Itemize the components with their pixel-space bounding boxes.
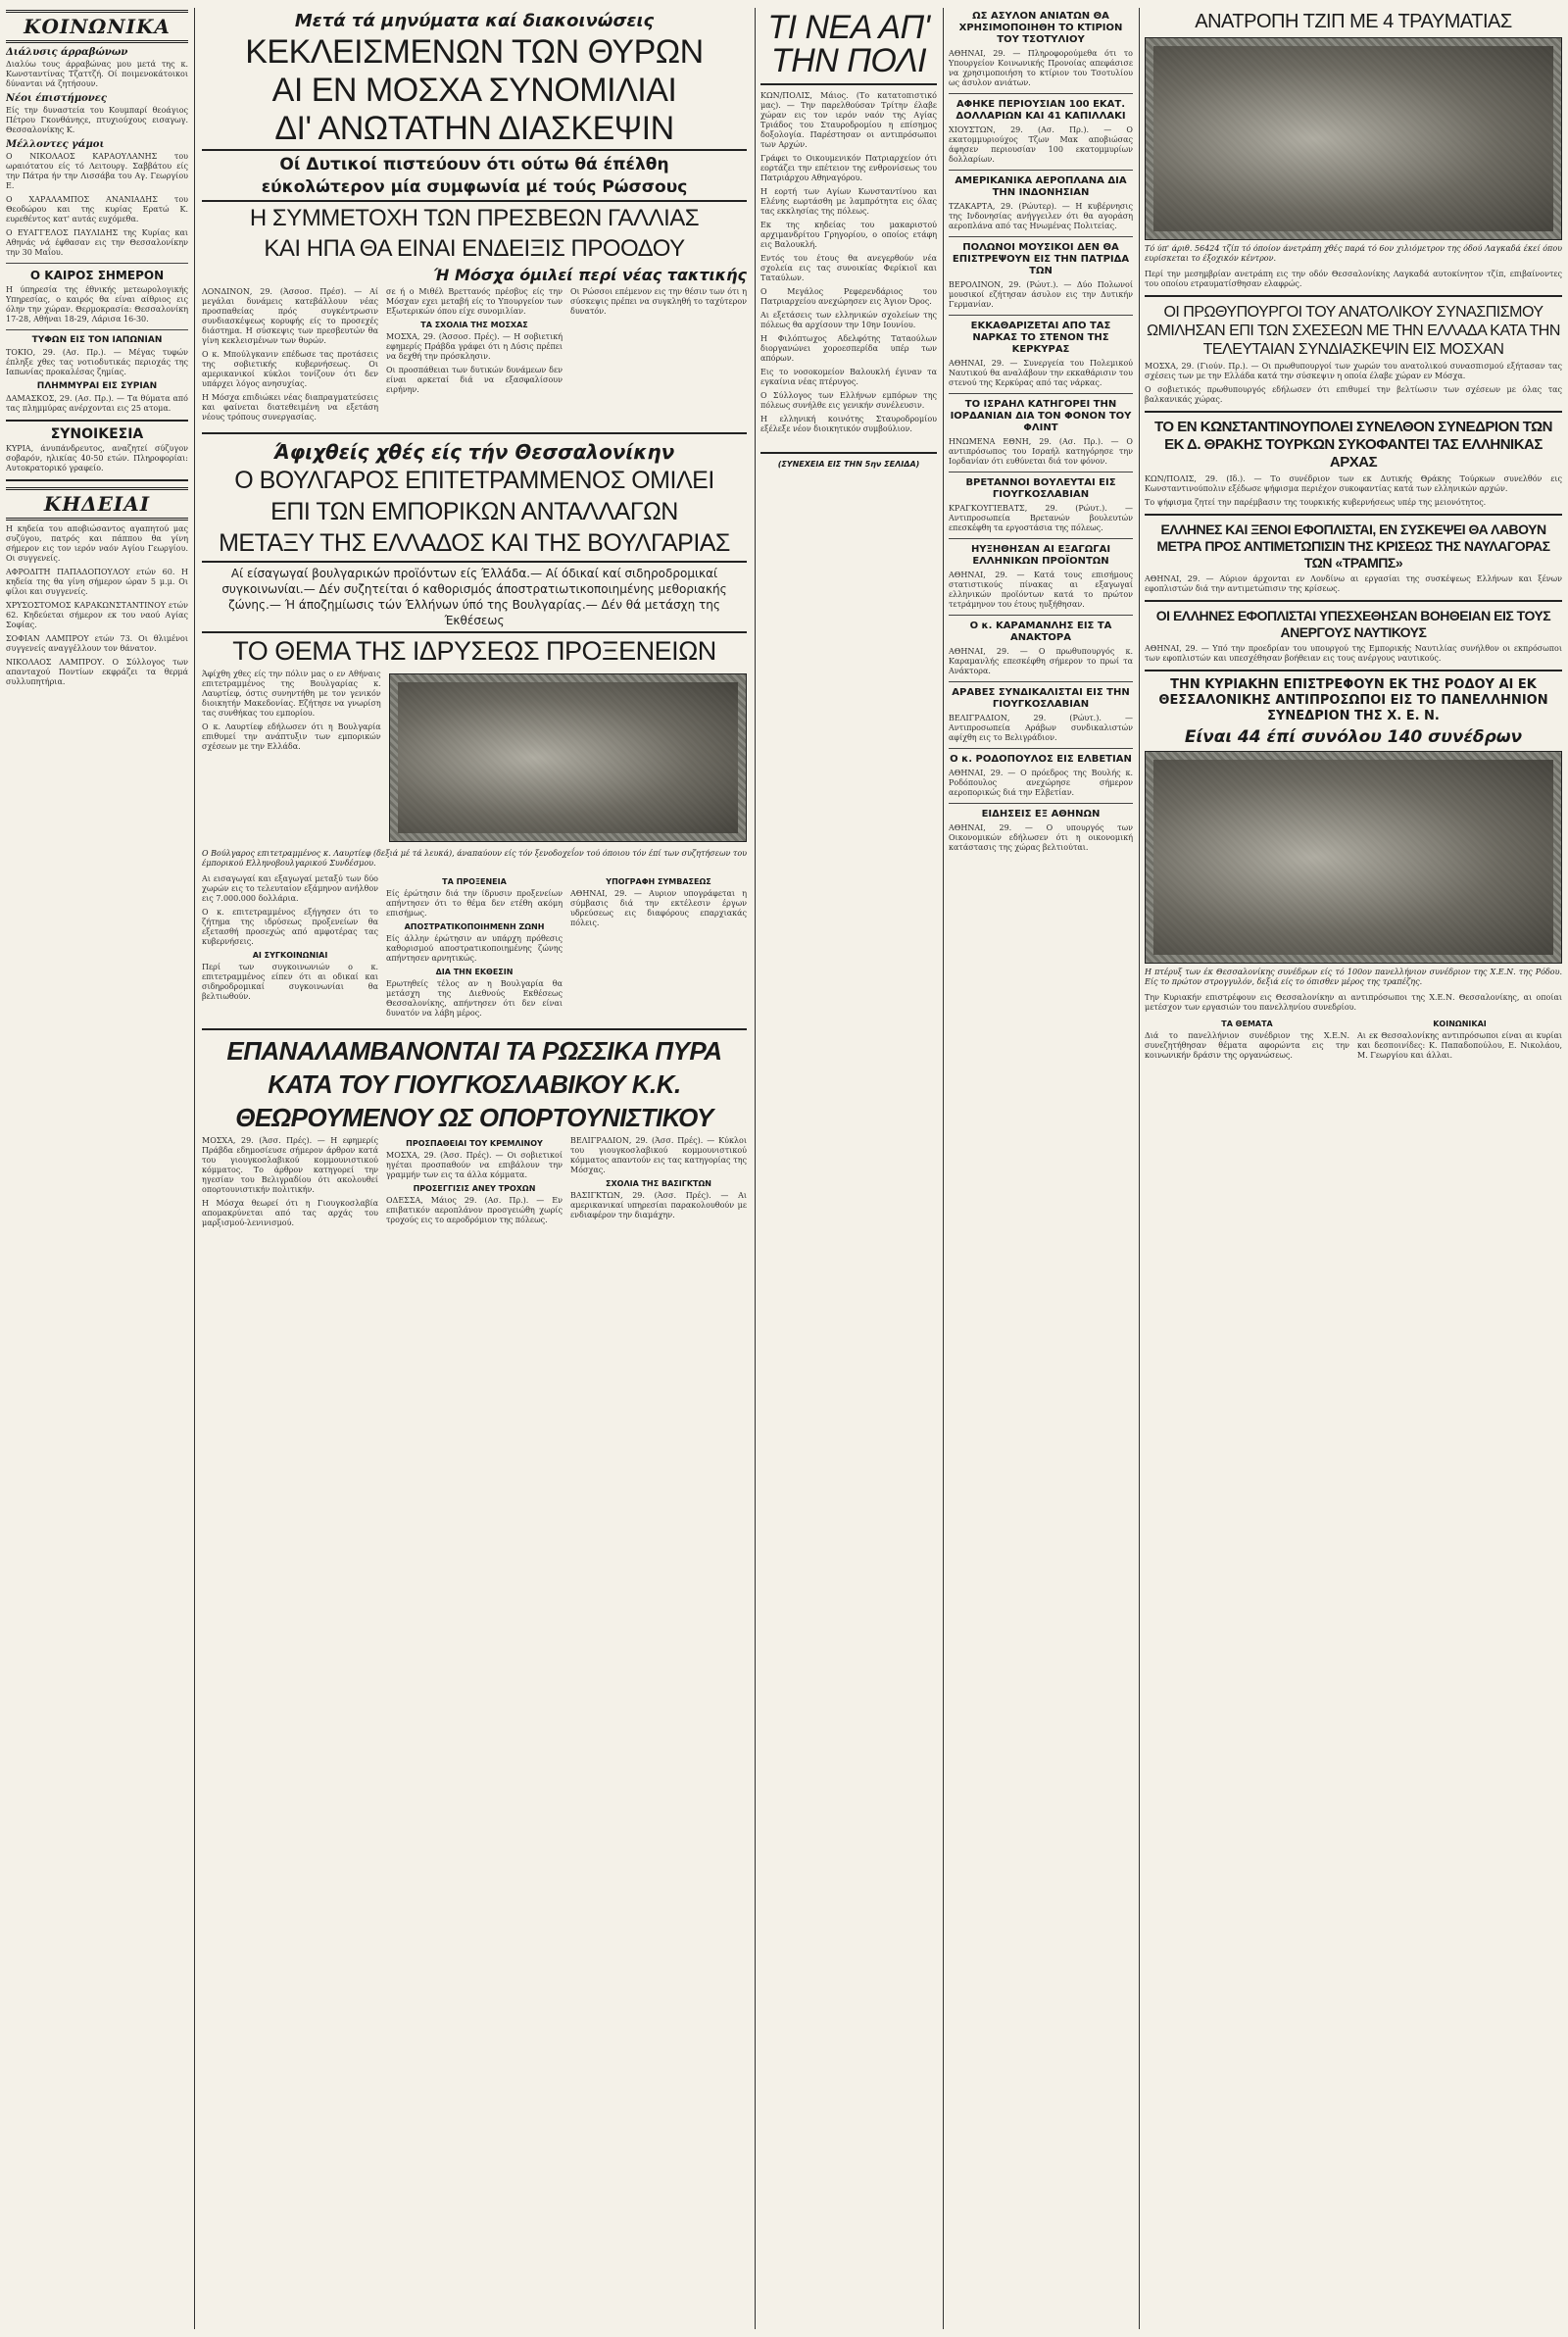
article-body: Η κηδεία του αποβιώσαντος αγαπητού μας συζύγου, πατρός και πάππου θα γίνη σήμερον εις τον ιερόν ναόν Αγίου Γεωργίου. Οι συγγενείς. <box>6 524 188 563</box>
headline: ΚΑΤΑ ΤΟΥ ΓΙΟΥΓΚΟΣΛΑΒΙΚΟΥ Κ.Κ. <box>268 1069 681 1099</box>
article-body: Οι Ρώσσοι επέμενον εις την θέσιν των ότι η σύσκεψις πρέπει να συγκληθή το ταχύτερον δυνατόν. <box>570 287 747 316</box>
article-heading: ΤΑ ΠΡΟΞΕΝΕΙΑ <box>442 877 507 886</box>
article-heading: ΑΦΗΚΕ ΠΕΡΙΟΥΣΙΑΝ 100 ΕΚΑΤ. ΔΟΛΛΑΡΙΩΝ ΚΑΙ 41 ΚΑΠΙΛΛΑΚΙ <box>956 99 1126 122</box>
article-heading: Νέοι έπιστήμονες <box>6 93 107 104</box>
photo-caption: Η πτέρυξ των έκ Θεσσαλονίκης συνέδρων είς τό 100ον πανελλήνιον συνέδριον της Χ.Ε.Ν. της Ρόδου. Είς το πρώτον στρογγυλόν, δεξιά είς το όπισθεν μέρος της τραπέζης. <box>1145 968 1562 986</box>
headline: ΜΕΤΑΞΥ ΤΗΣ ΕΛΛΑΔΟΣ ΚΑΙ ΤΗΣ ΒΟΥΛΓΑΡΙΑΣ <box>219 529 730 557</box>
article-heading: ΕΚΚΑΘΑΡΙΖΕΤΑΙ ΑΠΟ ΤΑΣ ΝΑΡΚΑΣ ΤΟ ΣΤΕΝΟΝ ΤΗΣ ΚΕΡΚΥΡΑΣ <box>970 321 1111 355</box>
article-body: ΒΕΛΙΓΡΑΔΙΟΝ, 29. (Άσσ. Πρές). — Κύκλοι του γιουγκοσλαβικού κομμουνιστικού κόμματος απαντούν εις τας κατηγορίας της Μόσχας. <box>570 1136 747 1174</box>
photo-bulgarian-envoy <box>389 673 747 842</box>
photo-caption: Ο Βούλγαρος επιτετραμμένος κ. Λαυρτίεφ (δεξιά μέ τά λευκά), άναπαύουν είς τόν ξενοδοχεΐον τού όποιου τόν έπί των συζητήσεων του έμπορικού Ελληνοβουλγαρικού Συνδέσμου. <box>202 849 747 868</box>
column-rule <box>194 8 195 2329</box>
article-body: Ο Μεγάλος Ρεφερενδάριος του Πατριαρχείου ανεχώρησεν εις Άγιον Όρος. <box>760 287 937 306</box>
article-body: Εντός του έτους θα ανεγερθούν νέα σχολεία εις τας συνοικίας Φερίκιοϊ και Ταταύλων. <box>760 254 937 282</box>
kicker: Άφιχθείς χθές είς τήν Θεσσαλονίκην <box>273 440 675 464</box>
article-body: Περί την μεσημβρίαν ανετράπη εις την οδόν Θεσσαλονίκης Λαγκαδά αυτοκίνητον τζίπ, επιβαίνοντες του οποίου ετραυματίσθησαν ελαφρώς. <box>1145 270 1562 288</box>
column-social <box>6 8 188 2329</box>
article-body: ΗΝΩΜΕΝΑ ΕΘΝΗ, 29. (Ασ. Πρ.). — Ο αντιπρόσωπος του Ισραήλ κατηγόρησε την Ιορδανίαν ότι ευθύνεται διά τον φόνον. <box>949 437 1133 466</box>
divider <box>6 479 188 481</box>
article-body: Αι εισαγωγαί και εξαγωγαί μεταξύ των δύο χωρών εις το τελευταίον εξάμηνον ανήλθον εις 7.000.000 δολλάρια. <box>202 874 378 903</box>
headline: ΤΙ ΝΕΑ ΑΠ' ΤΗΝ ΠΟΛΙ <box>767 9 930 79</box>
article-heading: ΕΙΔΗΣΕΙΣ ΕΞ ΑΘΗΝΩΝ <box>981 809 1101 820</box>
column-briefs <box>949 8 1133 2329</box>
article-body: Γράφει το Οικουμενικόν Πατριαρχείον ότι εορτάζει την επέτειον της ενθρονίσεως του Πατριάρχου Αθηναγόρου. <box>760 154 937 182</box>
divider <box>760 83 937 85</box>
article-body: Την Κυριακήν επιστρέφουν εις Θεσσαλονίκην αι αντιπρόσωποι της Χ.Ε.Ν. Θεσσαλονίκης, αι οποίαι μετέσχον των εργασιών του πανελληνίου συνεδρίου. <box>1145 993 1562 1012</box>
article-body: Ο ΕΥΑΓΓΕΛΟΣ ΠΑΥΛΙΔΗΣ της Κυρίας και Αθηνάς νά έφθασαν εις την Θεσσαλονίκην την 30 Μαΐου. <box>6 228 188 257</box>
headline: ΘΕΩΡΟΥΜΕΝΟΥ ΩΣ ΟΠΟΡΤΟΥΝΙΣΤΙΚΟΥ <box>235 1103 713 1132</box>
article-heading: ΤΥΦΩΝ ΕΙΣ ΤΟΝ ΙΑΠΩΝΙΑΝ <box>31 335 163 345</box>
article-body: ΑΘΗΝΑΙ, 29. — Αυριον υπογράφεται η σύμβασις διά την εκτέλεσιν έργων υδρεύσεως εις διαφόρους επαρχιακάς πόλεις. <box>570 889 747 927</box>
divider <box>6 420 188 422</box>
article-body: ΤΟΚΙΟ, 29. (Ασ. Πρ.). — Μέγας τυφών έπληξε χθες τας νοτιοδυτικάς περιοχάς της Ιαπωνίας προκαλέσας ζημίας. <box>6 348 188 376</box>
article-body: Αι εκ Θεσσαλονίκης αντιπρόσωποι είναι αι κυρίαι και δεσποινίδες: Κ. Παπαδοπούλου, Ε. Νικολάου, Μ. Γεωργίου και άλλαι. <box>1357 1031 1562 1060</box>
article-body: Αι εξετάσεις των ελληνικών σχολείων της πόλεως θα αρχίσουν την 10ην Ιουνίου. <box>760 311 937 329</box>
article-columns <box>202 287 747 426</box>
article-body: ΒΑΣΙΓΚΤΩΝ, 29. (Άσσ. Πρές). — Αι αμερικανικαί υπηρεσίαι παρακολουθούν με ενδιαφέρον την διαμάχην. <box>570 1191 747 1219</box>
headline: ΟΙ ΠΡΩΘΥΠΟΥΡΓΟΙ ΤΟΥ ΑΝΑΤΟΛΙΚΟΥ ΣΥΝΑΣΠΙΣΜΟΥ ΩΜΙΛΗΣΑΝ ΕΠΙ ΤΩΝ ΣΧΕΣΕΩΝ ΜΕ ΤΗΝ ΕΛΛΑΔΑ ΚΑΤΑ ΤΗΝ ΤΕΛΕΥΤΑΙΑΝ ΣΥΝΔΙΑΣΚΕΨΙΝ ΕΙΣ ΜΟΣΧΑΝ <box>1147 304 1560 358</box>
divider <box>1145 295 1562 297</box>
article-heading: ΤΑ ΘΕΜΑΤΑ <box>1221 1019 1273 1028</box>
photo-delegates <box>1145 751 1562 964</box>
headline: ΕΠΙ ΤΩΝ ΕΜΠΟΡΙΚΩΝ ΑΝΤΑΛΛΑΓΩΝ <box>270 498 678 525</box>
article-heading: ΤΟ ΙΣΡΑΗΛ ΚΑΤΗΓΟΡΕΙ ΤΗΝ ΙΟΡΔΑΝΙΑΝ ΔΙΑ ΤΟΝ ΦΟΝΟΝ ΤΟΥ ΦΛΙΝΤ <box>950 399 1132 433</box>
article-body: ΛΟΝΔΙΝΟΝ, 29. (Άσσοσ. Πρέσ). — Αί μεγάλαι δυνάμεις κατεβάλλουν νέας προσπαθείας πρός συγκέντρωσιν συνδιασκέψεως κορυφής είς το προσεχές διάστημα. Η σύσκεψις των πρεσβευτών θα γίνη κεκλεισμένων των θυρών. <box>202 287 378 345</box>
article-heading: ΒΡΕΤΑΝΝΟΙ ΒΟΥΛΕΥΤΑΙ ΕΙΣ ΓΙΟΥΓΚΟΣΛΑΒΙΑΝ <box>965 477 1116 500</box>
article-heading: ΩΣ ΑΣΥΛΟΝ ΑΝΙΑΤΩΝ ΘΑ ΧΡΗΣΙΜΟΠΟΙΗΘΗ ΤΟ ΚΤΙΡΙΟΝ ΤΟΥ ΤΣΟΤΥΛΙΟΥ <box>958 11 1123 45</box>
article-body: ΔΑΜΑΣΚΟΣ, 29. (Ασ. Πρ.). — Τα θύματα από τας πλημμύρας ανέρχονται εις 25 ατομα. <box>6 394 188 413</box>
photo-caption: Τό ύπ' άριθ. 56424 τζίπ τό όποίον άνετράπη χθές παρά τό 6ον χιλιόμετρον της όδού Λαγκαδά έκεί όπου ευρίσκεται το έξοχικόν κέντρον. <box>1145 244 1562 263</box>
divider <box>1145 411 1562 413</box>
article-heading: ΑΜΕΡΙΚΑΝΙΚΑ ΑΕΡΟΠΛΑΝΑ ΔΙΑ ΤΗΝ ΙΝΔΟΝΗΣΙΑΝ <box>955 175 1127 198</box>
article-body: Οι προσπάθειαι των δυτικών δυνάμεων δεν είναι αρκεταί διά να εξασφαλίσουν ειρήνην. <box>386 366 563 394</box>
column-main <box>202 8 747 2329</box>
column-rule <box>755 8 756 2329</box>
divider <box>949 393 1133 394</box>
headline: ΚΑΙ ΗΠΑ ΘΑ ΕΙΝΑΙ ΕΝΔΕΙΞΙΣ ΠΡΟΟΔΟΥ <box>264 235 685 262</box>
article-body: ΚΥΡΙΑ, άνυπάνδρευτος, αναζητεί σύζυγον σοβαρόν, ηλικίας 40-50 ετών. Πληροφορίαι: Αυτοκρατορικό γραφείο. <box>6 444 188 472</box>
article-body: Ο κ. Λαυρτίεφ εδήλωσεν ότι η Βουλγαρία επιθυμεί την ανάπτυξιν των εμπορικών σχέσεων με την Ελλάδα. <box>202 722 381 751</box>
column-city-news <box>760 8 937 2329</box>
divider <box>202 1028 747 1030</box>
article-body: Η εορτή των Αγίων Κωνσταντίνου και Ελένης εωρτάσθη με λαμπρότητα εις όλας τας εκκλησίας της πόλεως. <box>760 187 937 216</box>
divider <box>949 315 1133 316</box>
subheadline: εύκολώτερον μία συμφωνία μέ τούς Ρώσσους <box>261 177 688 197</box>
divider <box>6 329 188 330</box>
headline: ΤΗΝ ΚΥΡΙΑΚΗΝ ΕΠΙΣΤΡΕΦΟΥΝ ΕΚ ΤΗΣ ΡΟΔΟΥ ΑΙ ΕΚ ΘΕΣΣΑΛΟΝΙΚΗΣ ΑΝΤΙΠΡΟΣΩΠΟΙ ΕΙΣ ΤΟ ΠΑΝΕΛΛΗΝΙΟΝ ΣΥΝΕΔΡΙΟΝ ΤΗΣ Χ. Ε. Ν. <box>1158 677 1548 723</box>
article-body: Η ελληνική κοινότης Σταυροδρομίου εξέλεξε νέον διοικητικόν συμβούλιον. <box>760 415 937 433</box>
article-heading: ΠΡΟΣΕΓΓΙΣΙΣ ΑΝΕΥ ΤΡΟΧΩΝ <box>413 1184 536 1193</box>
article-body: σε ή ο Μιθέλ Βρεττανός πρέσβυς είς την Μόσχαν εχει μεταβή είς το Υπουργείον των Εξωτερικών όπου είχε συνομιλίαν. <box>386 287 563 316</box>
headline: ΚΕΚΛΕΙΣΜΕΝΩΝ ΤΩΝ ΘΥΡΩΝ <box>245 33 704 71</box>
article-body: Η ύπηρεσία της έθνικής μετεωρολογικής Υπηρεσίας, ο καιρός θα είναι αίθριος εις όλην την χώραν. Θερμοκρασία: Θεσσαλονίκη 17-28, Αθήναι 18-29, Λάρισα 16-30. <box>6 285 188 323</box>
article-body: ΚΡΑΓΚΟΥΓΙΕΒΑΤΣ, 29. (Ρώυτ.). — Αντιπροσωπεία Βρετανών βουλευτών επεσκέφθη τα εργοστάσια της πόλεως. <box>949 504 1133 532</box>
article-body: Η Μόσχα επιδιώκει νέας διαπραγματεύσεις και φαίνεται διατεθειμένη να εξετάση νέους τρόπους συνεργασίας. <box>202 393 378 422</box>
section-masthead: ΣΥΝΟΙΚΕΣΙΑ <box>50 426 144 442</box>
article-body: Εις το νοσοκομείον Βαλουκλή έγιναν τα εγκαίνια νέας πτέρυγος. <box>760 368 937 386</box>
article-body: Ο ΝΙΚΟΛΑΟΣ ΚΑΡΑΟΥΛΑΝΗΣ του ωραιότατου είς τό Λειτουργ. Σαββάτου είς την Πάτρα ήν την Λισσάβα του Αγ. Γεωργίου Ε. <box>6 152 188 190</box>
article-body: ΜΟΣΧΑ, 29. (Γιούν. Πρ.). — Οι πρωθυπουργοί των χωρών του ανατολικού συνασπισμού εξήτασαν τας σχέσεις των με την Ελλάδα κατά την σύσκεψιν η οποία έλαβε χώραν εν Μόσχα. <box>1145 362 1562 380</box>
article-body: ΑΘΗΝΑΙ, 29. — Κατά τους επισήμους στατιστικούς πίνακας αι εξαγωγαί ελληνικών προϊόντων κατά το πρώτον τετράμηνον του έτους ηυξήθησαν. <box>949 571 1133 609</box>
article-heading: ΔΙΑ ΤΗΝ ΕΚΘΕΣΙΝ <box>435 968 514 976</box>
article-body: Άφίχθη χθες είς την πόλιν μας ο εν Αθήναις επιτετραμμένος της Βουλγαρίας κ. Λαυρτίεφ, όστις συνηντήθη με τον γενικόν διοικητήν Μακεδονίας. Εζήτησε να γνωρίση τας συνθήκας του εμπορίου. <box>202 670 381 718</box>
article-heading: ΤΑ ΣΧΟΛΙΑ ΤΗΣ ΜΟΣΧΑΣ <box>420 321 528 329</box>
article-body: ΑΘΗΝΑΙ, 29. — Πληροφορούμεθα ότι το Υπουργείον Κοινωνικής Προνοίας απεφάσισε να χρησιμοποιήση το κτίριον του Τσοτυλίου ως άσυλον ανιάτων. <box>949 49 1133 87</box>
section-masthead: ΚΗΔΕΙΑΙ <box>6 487 188 521</box>
article-body: ΒΕΡΟΛΙΝΟΝ, 29. (Ρώυτ.). — Δύο Πολωνοί μουσικοί εζήτησαν άσυλον εις την Δυτικήν Γερμανίαν. <box>949 280 1133 309</box>
article-body: Είς την δυναστεία του Κουμπαρί θεοάγιος Πέτρου Γκονθάνηςε, πτυχιούχους εισαγωγ. Θεσσαλονίκης Κ. <box>6 106 188 134</box>
headline: ΟΙ ΕΛΛΗΝΕΣ ΕΦΟΠΛΙΣΤΑΙ ΥΠΕΣΧΕΘΗΣΑΝ ΒΟΗΘΕΙΑΝ ΕΙΣ ΤΟΥΣ ΑΝΕΡΓΟΥΣ ΝΑΥΤΙΚΟΥΣ <box>1155 608 1551 640</box>
article-body: ΑΘΗΝΑΙ, 29. — Ο πρωθυπουργός κ. Καραμανλής επεσκέφθη σήμερον το πρωί τα Ανάκτορα. <box>949 647 1133 675</box>
article-body: ΑΘΗΝΑΙ, 29. — Ο υπουργός των Οικονομικών εδήλωσεν ότι η οικονομική κατάστασις της χώρας βελτιούται. <box>949 823 1133 852</box>
article-body: ΑΘΗΝΑΙ, 29. — Συνεργεία του Πολεμικού Ναυτικού θα αναλάβουν την εκκαθάρισιν του στενού της Κερκύρας από τας νάρκας. <box>949 359 1133 387</box>
article-body: Διά το πανελλήνιον συνέδριον της Χ.Ε.Ν. συνεζητήθησαν θέματα αφορώντα εις την κοινωνικήν δράσιν της οργανώσεως. <box>1145 1031 1349 1060</box>
article-body: ΧΙΟΥΣΤΩΝ, 29. (Ασ. Πρ.). — Ο εκατομμυριούχος Τζων Μακ αποβιώσας άφησεν περιουσίαν 100 εκατομμυρίων δολλαρίων. <box>949 125 1133 164</box>
article-heading: ΗΥΞΗΘΗΣΑΝ ΑΙ ΕΞΑΓΩΓΑΙ ΕΛΛΗΝΙΚΩΝ ΠΡΟΪΟΝΤΩΝ <box>970 544 1111 567</box>
subheadline: Αί είσαγωγαί βουλγαρικών προϊόντων είς Έλλάδα.— Αί όδικαί καί σιδηροδρομικαί συγκοινωνίαι.— Δέν συζητείται ό καθορισμός άποστρατιωτικοποιημένης μεθοριακής ζώνης.— Ή άποζημίωσις τών Έλλήνων ύπό της Βουλγαρίας.— Δέν θά μετάσχη της Έκθέσεως <box>202 561 747 633</box>
divider <box>949 748 1133 749</box>
article-heading: ΑΡΑΒΕΣ ΣΥΝΔΙΚΑΛΙΣΤΑΙ ΕΙΣ ΤΗΝ ΓΙΟΥΓΚΟΣΛΑΒΙΑΝ <box>952 687 1130 710</box>
article-columns <box>1145 1017 1562 1065</box>
article-heading: Μέλλοντες γάμοι <box>6 139 105 150</box>
article-body: Ο κ. Μπούλγκανιν επέδωσε τας προτάσεις της σοβιετικής κυβερνήσεως. Οι αμερικανικοί κύκλοι τονίζουν ότι δεν υπάρχει λόγος ανησυχίας. <box>202 350 378 388</box>
article-heading: ΠΡΟΣΠΑΘΕΙΑΙ ΤΟΥ ΚΡΕΜΛΙΝΟΥ <box>406 1139 543 1148</box>
column-right <box>1145 8 1562 2329</box>
headline: ΑΙ ΕΝ ΜΟΣΧΑ ΣΥΝΟΜΙΛΙΑΙ <box>271 72 677 109</box>
divider <box>949 170 1133 171</box>
article-heading: ΥΠΟΓΡΑΦΗ ΣΥΜΒΑΣΕΩΣ <box>606 877 711 886</box>
subheadline: Είναι 44 έπί συνόλου 140 συνέδρων <box>1184 727 1523 747</box>
article-heading: ΚΟΙΝΩΝΙΚΑΙ <box>1433 1019 1487 1028</box>
divider <box>1145 670 1562 671</box>
article-body: ΣΟΦΙΑΝ ΛΑΜΠΡΟΥ ετών 73. Οι θλιμένοι συγγενείς αναγγέλλουν τον θάνατον. <box>6 634 188 653</box>
article-body: ΒΕΛΙΓΡΑΔΙΟΝ, 29. (Ρώυτ.). — Αντιπροσωπεία Αράβων συνδικαλιστών αφίχθη εις το Βελιγράδιον. <box>949 714 1133 742</box>
divider <box>1145 514 1562 516</box>
article-heading: ΠΟΛΩΝΟΙ ΜΟΥΣΙΚΟΙ ΔΕΝ ΘΑ ΕΠΙΣΤΡΕΨΟΥΝ ΕΙΣ ΤΗΝ ΠΑΤΡΙΔΑ ΤΩΝ <box>952 242 1130 276</box>
headline: ΑΝΑΤΡΟΠΗ ΤΖΙΠ ΜΕ 4 ΤΡΑΥΜΑΤΙΑΣ <box>1195 11 1512 32</box>
article-body: ΑΘΗΝΑΙ, 29. — Ο πρόεδρος της Βουλής κ. Ροδόπουλος ανεχώρησε σήμερον αεροπορικώς διά την Ελβετίαν. <box>949 769 1133 797</box>
article-heading: ΠΛΗΜΜΥΡΑΙ ΕΙΣ ΣΥΡΙΑΝ <box>36 381 158 391</box>
article-columns <box>202 874 747 1022</box>
article-body: ΑΘΗΝΑΙ, 29. — Υπό την προεδρίαν του υπουργού της Εμπορικής Ναυτιλίας συνήλθον οι εκπρόσωποι των εφοπλιστών και υπεσχέθησαν βοήθειαν εις τους ανέργους ναυτικούς. <box>1145 644 1562 663</box>
subheadline: Ή Μόσχα όμιλεί περί νέας τακτικής <box>433 266 747 284</box>
continuation-note: (ΣΥΝΕΧΕΙΑ ΕΙΣ ΤΗΝ 5ην ΣΕΛΙΔΑ) <box>777 460 920 469</box>
article-body: ΑΘΗΝΑΙ, 29. — Αύριον άρχονται εν Λονδίνω αι εργασίαι της συσκέψεως Ελλήνων και ξένων εφοπλιστών διά την αντιμετώπισιν της κρίσεως. <box>1145 574 1562 593</box>
kicker: Μετά τά μηνύματα καί διακοινώσεις <box>294 11 655 31</box>
article-body: Περί των συγκοινωνιών ο κ. επιτετραμμένος είπεν ότι αι οδικαί και σιδηροδρομικαί συγκοινωνίαι θα βελτιωθούν. <box>202 963 378 1001</box>
column-rule <box>943 8 944 2329</box>
article-body: ΜΟΣΧΑ, 29. (Άσσ. Πρές). — Η εφημερίς Πράβδα εδημοσίευσε σήμερον άρθρον κατά του γιουγκοσλαβικού κομμουνιστικού κόμματος. Το άρθρον κατηγορεί την ηγεσίαν του Βελιγραδίου ότι ακολουθεί οπορτουνιστικήν πολιτικήν. <box>202 1136 378 1194</box>
article-body: ΧΡΥΣΟΣΤΟΜΟΣ ΚΑΡΑΚΩΝΣΤΑΝΤΙΝΟΥ ετών 62. Κηδεύεται σήμερον εκ του ναού Αγίας Σοφίας. <box>6 601 188 629</box>
photo-jeep <box>1145 37 1562 240</box>
article-columns <box>202 1136 747 1232</box>
divider <box>949 93 1133 94</box>
headline: ΕΠΑΝΑΛΑΜΒΑΝΟΝΤΑΙ ΤΑ ΡΩΣΣΙΚΑ ΠΥΡΑ <box>226 1036 722 1066</box>
article-body: ΟΔΕΣΣΑ, Μάιος 29. (Ασ. Πρ.). — Εν επιβατικόν αεροπλάνον προσγειώθη χωρίς τροχούς εις το αεροδρόμιον της πόλεως. <box>386 1196 563 1224</box>
headline: ΤΟ ΘΕΜΑ ΤΗΣ ΙΔΡΥΣΕΩΣ ΠΡΟΞΕΝΕΙΩΝ <box>232 636 716 666</box>
article-body: Είς άλλην έρώτησιν αν υπάρχη πρόθεσις καθορισμού αποστρατικοποιημένης ζώνης απήντησεν αρνητικώς. <box>386 934 563 963</box>
article-body: ΝΙΚΟΛΑΟΣ ΛΑΜΠΡΟΥ. Ο Σύλλογος των απανταχού Ποντίων εκφράζει τα θερμά συλλυπητήρια. <box>6 658 188 686</box>
divider <box>949 236 1133 237</box>
divider <box>949 803 1133 804</box>
article-body: ΜΟΣΧΑ, 29. (Άσσοσ. Πρές). — Η σοβιετική εφημερίς Πράβδα γράφει ότι η Δύσις πρέπει να δεχθή την πρόσκλησιν. <box>386 332 563 361</box>
article-body: Διαλύω τους άρραβώνας μου μετά της κ. Κωνσταντίνας Τζαττζή. Οί ποιμενοκάτοικοι δύνανται νά ζητήσουν. <box>6 60 188 88</box>
article-body: Ο Σύλλογος των Ελλήνων εμπόρων της πόλεως συνήλθε εις γενικήν συνέλευσιν. <box>760 391 937 410</box>
article-body: Ερωτηθείς τέλος αν η Βουλγαρία θα μετάσχη της Διεθνούς Εκθέσεως Θεσσαλονίκης, απήντησεν ότι δεν είναι δυνατόν να λάβη μέρος. <box>386 979 563 1018</box>
article-heading: ΣΧΟΛΙΑ ΤΗΣ ΒΑΣΙΓΚΤΩΝ <box>606 1179 711 1188</box>
article-columns <box>202 670 747 846</box>
headline: ΤΟ ΕΝ ΚΩΝΣΤΑΝΤΙΝΟΥΠΟΛΕΙ ΣΥΝΕΛΘΟΝ ΣΥΝΕΔΡΙΟΝ ΤΩΝ ΕΚ Δ. ΘΡΑΚΗΣ ΤΟΥΡΚΩΝ ΣΥΚΟΦΑΝΤΕΙ ΤΑΣ ΕΛΛΗΝΙΚΑΣ ΑΡΧΑΣ <box>1154 419 1552 471</box>
article-body: ΜΟΣΧΑ, 29. (Άσσ. Πρές). — Οι σοβιετικοί ηγέται προσπαθούν να επιβάλουν την γραμμήν των εις τα άλλα κόμματα. <box>386 1151 563 1179</box>
article-body: Ο κ. επιτετραμμένος εξήγησεν ότι το ζήτημα της ιδρύσεως προξενείων θα εξετασθή προσεχώς από αμφοτέρας τας κυβερνήσεις. <box>202 908 378 946</box>
divider <box>949 615 1133 616</box>
article-heading: ΑΙ ΣΥΓΚΟΙΝΩΝΙΑΙ <box>252 951 328 960</box>
article-body: Εκ της κηδείας του μακαριστού αρχιμανδρίτου Γρηγορίου, ο οποίος ετάφη εις Βαλουκλή. <box>760 221 937 249</box>
headline: ΕΛΛΗΝΕΣ ΚΑΙ ΞΕΝΟΙ ΕΦΟΠΛΙΣΤΑΙ, ΕΝ ΣΥΣΚΕΨΕΙ ΘΑ ΛΑΒΟΥΝ ΜΕΤΡΑ ΠΡΟΣ ΑΝΤΙΜΕΤΩΠΙΣΙΝ ΤΗΣ ΚΡΙΣΕΩΣ ΤΗΣ ΝΑΥΛΑΓΟΡΑΣ ΤΩΝ «ΤΡΑΜΠΣ» <box>1156 522 1550 571</box>
article-body: ΤΖΑΚΑΡΤΑ, 29. (Ρώυτερ). — Η κυβέρνησις της Ινδονησίας ανήγγειλεν ότι θα αγοράση αεροπλάνα από τας Ηνωμένας Πολιτείας. <box>949 202 1133 230</box>
column-rule <box>1139 8 1140 2329</box>
article-body: ΑΦΡΟΔΙΤΗ ΠΑΠΑΔΟΠΟΥΛΟΥ ετών 60. Η κηδεία της θα γίνη σήμερον ώραν 5 μ.μ. Οι φίλοι και συγγενείς. <box>6 568 188 596</box>
divider <box>202 432 747 434</box>
article-body: Η Φιλόπτωχος Αδελφότης Ταταούλων διοργανώνει χοροεσπερίδα υπέρ των απόρων. <box>760 334 937 363</box>
divider <box>949 681 1133 682</box>
article-body: Είς έρώτησιν διά την ίδρυσιν προξενείων απήντησεν ότι το θέμα δεν ετέθη ακόμη επισήμως. <box>386 889 563 918</box>
article-body: Το ψήφισμα ζητεί την παρέμβασιν της τουρκικής κυβερνήσεως υπέρ της μειονότητος. <box>1145 498 1487 507</box>
subheadline: Οί Δυτικοί πιστεύουν ότι ούτω θά έπέλθη <box>202 149 747 174</box>
headline: Η ΣΥΜΜΕΤΟΧΗ ΤΩΝ ΠΡΕΣΒΕΩΝ ΓΑΛΛΙΑΣ <box>202 200 747 232</box>
article-heading: Ο ΚΑΙΡΟΣ ΣΗΜΕΡΟΝ <box>29 269 165 282</box>
article-body: Ο ΧΑΡΑΛΑΜΠΟΣ ΑΝΑΝΙΑΔΗΣ του Θεοδώρου και της κυρίας Ερατώ Κ. ευρεθέντος κατ' αυτάς ευχόμεθα. <box>6 195 188 224</box>
article-heading: Ο κ. ΚΑΡΑΜΑΝΛΗΣ ΕΙΣ ΤΑ ΑΝΑΚΤΟΡΑ <box>969 621 1112 643</box>
section-masthead: ΚΟΙΝΩΝΙΚΑ <box>6 10 188 43</box>
headline: ΔΙ' ΑΝΩΤΑΤΗΝ ΔΙΑΣΚΕΨΙΝ <box>274 110 674 147</box>
divider <box>760 452 937 454</box>
article-body: ΚΩΝ/ΠΟΛΙΣ, 29. (Ιδ.). — Το συνέδριον των εκ Δυτικής Θράκης Τούρκων συνελθόν εις Κωνσταντινούπολιν εξέδωσε ψήφισμα περιέχον συκοφαντίας κατά των ελληνικών αρχών. <box>1145 474 1562 493</box>
article-heading: Ο κ. ΡΟΔΟΠΟΥΛΟΣ ΕΙΣ ΕΛΒΕΤΙΑΝ <box>950 754 1132 765</box>
headline: Ο ΒΟΥΛΓΑΡΟΣ ΕΠΙΤΕΤΡΑΜΜΕΝΟΣ ΟΜΙΛΕΙ <box>234 467 714 494</box>
article-body: Η Μόσχα θεωρεί ότι η Γιουγκοσλαβία απομακρύνεται από τας αρχάς του μαρξισμού-λενινισμού. <box>202 1199 378 1227</box>
article-body: Ο σοβιετικός πρωθυπουργός εδήλωσεν ότι επιθυμεί την βελτίωσιν των σχέσεων με όλας τας βαλκανικάς χώρας. <box>1145 385 1562 404</box>
article-heading: Διάλυσις άρραβώνων <box>6 47 128 58</box>
article-heading: ΑΠΟΣΤΡΑΤΙΚΟΠΟΙΗΜΕΝΗ ΖΩΝΗ <box>404 922 545 931</box>
divider <box>949 538 1133 539</box>
article-body: ΚΩΝ/ΠΟΛΙΣ, Μάιος. (Το κατατοπιστικό μας). — Την παρελθούσαν Τρίτην έλαβε χώραν εις τον ιερόν ναόν της Αγίας Τριάδος του Σταυροδρομίου η επίσημος δοξολογία. Παρέστησαν οι αντιπρόσωποι των Αρχών. <box>760 91 937 149</box>
divider <box>6 263 188 264</box>
divider <box>1145 600 1562 602</box>
